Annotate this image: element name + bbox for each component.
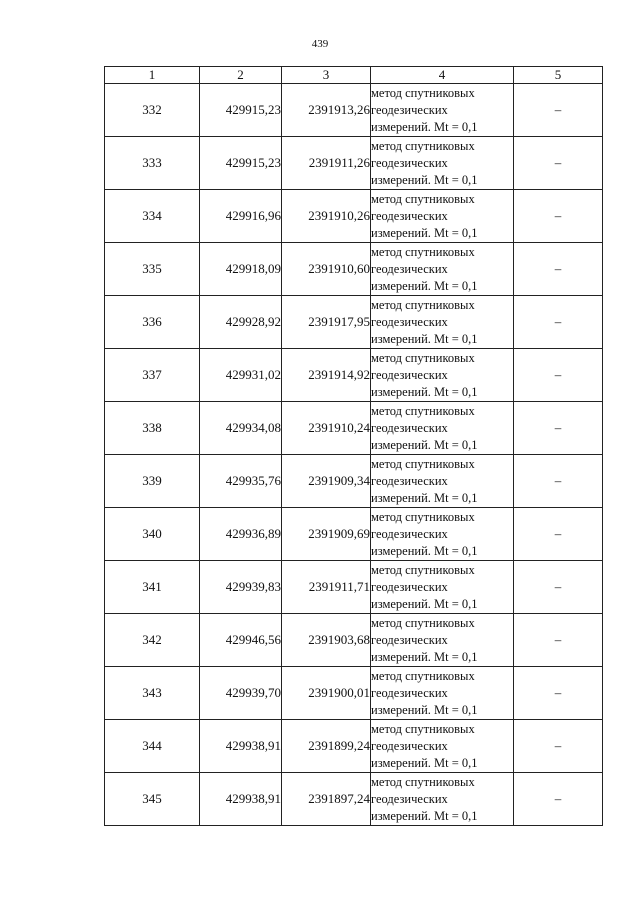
method-cell	[371, 667, 514, 720]
x-coordinate-cell: 429946,56	[200, 614, 282, 667]
y-coordinate-cell: 2391897,24	[282, 773, 371, 826]
x-coordinate-cell: 429935,76	[200, 455, 282, 508]
method-line: геодезических	[371, 420, 448, 435]
table-row	[105, 296, 603, 349]
method-cell	[371, 614, 514, 667]
method-line: метод спутниковых	[371, 562, 475, 577]
x-coordinate-cell: 429938,91	[200, 773, 282, 826]
column-header-5: 5	[514, 67, 603, 84]
method-line: метод спутниковых	[371, 509, 475, 524]
table-row	[105, 773, 603, 826]
method-cell	[371, 349, 514, 402]
column-header-1: 1	[105, 67, 200, 84]
method-cell	[371, 508, 514, 561]
point-number-cell: 334	[105, 190, 200, 243]
method-line: измерений. Mt = 0,1	[371, 702, 478, 717]
table-row	[105, 84, 603, 137]
column-header-3: 3	[282, 67, 371, 84]
method-line: геодезических	[371, 685, 448, 700]
table-row	[105, 508, 603, 561]
method-line: метод спутниковых	[371, 85, 475, 100]
table-row	[105, 614, 603, 667]
method-line: геодезических	[371, 155, 448, 170]
method-line: измерений. Mt = 0,1	[371, 384, 478, 399]
table-row	[105, 349, 603, 402]
x-coordinate-cell: 429939,83	[200, 561, 282, 614]
method-line: измерений. Mt = 0,1	[371, 172, 478, 187]
method-line: метод спутниковых	[371, 350, 475, 365]
coordinates-table	[104, 66, 603, 826]
table-header	[105, 67, 603, 84]
y-coordinate-cell: 2391911,26	[282, 137, 371, 190]
method-line: геодезических	[371, 314, 448, 329]
note-cell: –	[514, 508, 603, 561]
note-cell: –	[514, 84, 603, 137]
y-coordinate-cell: 2391909,34	[282, 455, 371, 508]
y-coordinate-cell: 2391910,24	[282, 402, 371, 455]
method-cell	[371, 84, 514, 137]
method-line: измерений. Mt = 0,1	[371, 649, 478, 664]
point-number-cell: 345	[105, 773, 200, 826]
method-line: измерений. Mt = 0,1	[371, 543, 478, 558]
method-line: геодезических	[371, 473, 448, 488]
method-cell	[371, 402, 514, 455]
point-number-cell: 335	[105, 243, 200, 296]
y-coordinate-cell: 2391914,92	[282, 349, 371, 402]
point-number-cell: 336	[105, 296, 200, 349]
method-line: измерений. Mt = 0,1	[371, 331, 478, 346]
note-cell: –	[514, 773, 603, 826]
x-coordinate-cell: 429939,70	[200, 667, 282, 720]
method-line: измерений. Mt = 0,1	[371, 225, 478, 240]
method-line: измерений. Mt = 0,1	[371, 437, 478, 452]
method-line: геодезических	[371, 261, 448, 276]
x-coordinate-cell: 429916,96	[200, 190, 282, 243]
method-line: метод спутниковых	[371, 403, 475, 418]
method-line: метод спутниковых	[371, 244, 475, 259]
note-cell: –	[514, 720, 603, 773]
x-coordinate-cell: 429936,89	[200, 508, 282, 561]
note-cell: –	[514, 667, 603, 720]
table-row	[105, 667, 603, 720]
method-cell	[371, 561, 514, 614]
x-coordinate-cell: 429928,92	[200, 296, 282, 349]
column-header-2: 2	[200, 67, 282, 84]
y-coordinate-cell: 2391903,68	[282, 614, 371, 667]
note-cell: –	[514, 137, 603, 190]
y-coordinate-cell: 2391899,24	[282, 720, 371, 773]
method-line: измерений. Mt = 0,1	[371, 596, 478, 611]
method-line: геодезических	[371, 526, 448, 541]
method-line: измерений. Mt = 0,1	[371, 808, 478, 823]
header-row	[105, 67, 603, 84]
method-line: геодезических	[371, 208, 448, 223]
x-coordinate-cell: 429918,09	[200, 243, 282, 296]
method-line: измерений. Mt = 0,1	[371, 278, 478, 293]
point-number-cell: 332	[105, 84, 200, 137]
method-line: измерений. Mt = 0,1	[371, 119, 478, 134]
point-number-cell: 342	[105, 614, 200, 667]
note-cell: –	[514, 190, 603, 243]
column-header-4: 4	[371, 67, 514, 84]
point-number-cell: 333	[105, 137, 200, 190]
note-cell: –	[514, 561, 603, 614]
point-number-cell: 337	[105, 349, 200, 402]
method-cell	[371, 720, 514, 773]
method-cell	[371, 243, 514, 296]
method-line: метод спутниковых	[371, 456, 475, 471]
y-coordinate-cell: 2391910,26	[282, 190, 371, 243]
method-line: метод спутниковых	[371, 297, 475, 312]
method-cell	[371, 190, 514, 243]
y-coordinate-cell: 2391911,71	[282, 561, 371, 614]
point-number-cell: 341	[105, 561, 200, 614]
method-line: метод спутниковых	[371, 191, 475, 206]
method-cell	[371, 137, 514, 190]
method-line: геодезических	[371, 632, 448, 647]
method-line: геодезических	[371, 791, 448, 806]
table-body	[105, 84, 603, 826]
point-number-cell: 339	[105, 455, 200, 508]
method-line: измерений. Mt = 0,1	[371, 490, 478, 505]
note-cell: –	[514, 349, 603, 402]
page-number: 439	[311, 38, 329, 50]
method-line: метод спутниковых	[371, 668, 475, 683]
y-coordinate-cell: 2391900,01	[282, 667, 371, 720]
x-coordinate-cell: 429931,02	[200, 349, 282, 402]
y-coordinate-cell: 2391909,69	[282, 508, 371, 561]
y-coordinate-cell: 2391913,26	[282, 84, 371, 137]
y-coordinate-cell: 2391910,60	[282, 243, 371, 296]
method-cell	[371, 296, 514, 349]
table-row	[105, 190, 603, 243]
x-coordinate-cell: 429915,23	[200, 137, 282, 190]
table-row	[105, 561, 603, 614]
point-number-cell: 343	[105, 667, 200, 720]
table-row	[105, 243, 603, 296]
method-line: геодезических	[371, 102, 448, 117]
x-coordinate-cell: 429915,23	[200, 84, 282, 137]
method-line: геодезических	[371, 738, 448, 753]
point-number-cell: 344	[105, 720, 200, 773]
method-line: геодезических	[371, 579, 448, 594]
y-coordinate-cell: 2391917,95	[282, 296, 371, 349]
point-number-cell: 338	[105, 402, 200, 455]
table-row	[105, 402, 603, 455]
table-row	[105, 455, 603, 508]
method-line: метод спутниковых	[371, 138, 475, 153]
table-row	[105, 137, 603, 190]
method-cell	[371, 773, 514, 826]
point-number-cell: 340	[105, 508, 200, 561]
table-row	[105, 720, 603, 773]
note-cell: –	[514, 614, 603, 667]
note-cell: –	[514, 296, 603, 349]
method-line: метод спутниковых	[371, 721, 475, 736]
method-line: метод спутниковых	[371, 774, 475, 789]
method-line: геодезических	[371, 367, 448, 382]
x-coordinate-cell: 429938,91	[200, 720, 282, 773]
method-cell	[371, 455, 514, 508]
note-cell: –	[514, 402, 603, 455]
method-line: измерений. Mt = 0,1	[371, 755, 478, 770]
note-cell: –	[514, 455, 603, 508]
note-cell: –	[514, 243, 603, 296]
x-coordinate-cell: 429934,08	[200, 402, 282, 455]
method-line: метод спутниковых	[371, 615, 475, 630]
